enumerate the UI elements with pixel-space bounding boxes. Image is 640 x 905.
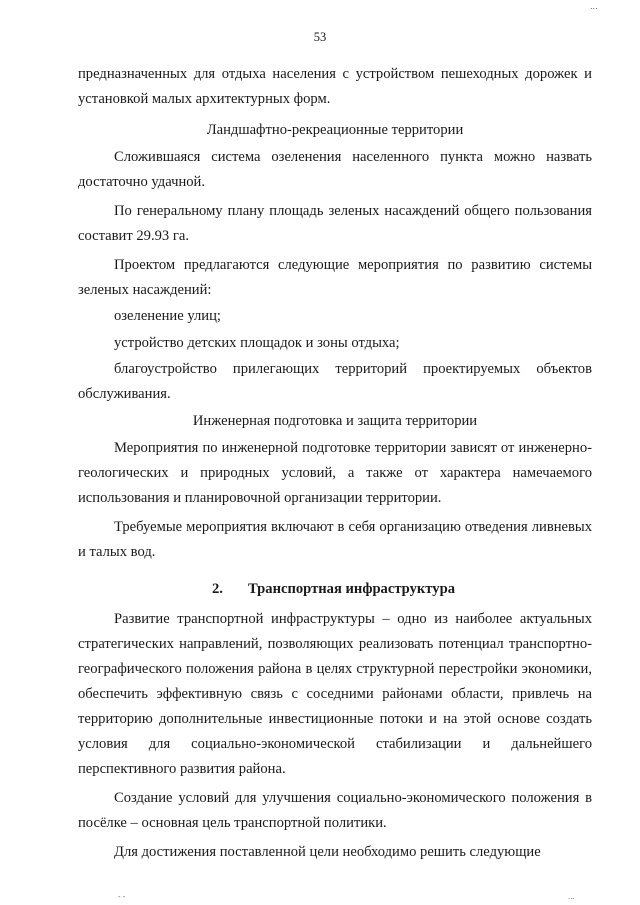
paragraph-tasks-intro: Для достижения поставленной цели необходимо решить следующие: [114, 844, 541, 860]
document-body: [78, 62, 592, 865]
list-item: благоустройство прилегающих территорий проектируемых объектов обслуживания.: [78, 361, 592, 402]
paragraph-transport-development: Развитие транспортной инфраструктуры – одно из наиболее актуальных стратегических направлений, позволяющих реализовать потенциал транспортно-географического положения района в целях структурной перестройки экономики, обеспечить эффективную связь с соседними районами области, привлечь на территорию дополнительные инвестиционные потоки и на этой основе создать условия для социально-экономической стабилизации и дальнейшего перспективного развития района.: [78, 611, 592, 777]
paragraph-drainage: Требуемые мероприятия включают в себя организацию отведения ливневых и талых вод.: [78, 519, 592, 560]
section-number: 2.: [212, 581, 223, 597]
paragraph-landscaping-system: Сложившаяся система озеленения населенного пункта можно назвать достаточно удачной.: [78, 149, 592, 190]
paragraph-engineering-measures: Мероприятия по инженерной подготовке территории зависят от инженерно-геологических и природных условий, а также от характера намечаемого использования и планировочной организации территории.: [78, 440, 592, 506]
scan-mark-top-right: ...: [590, 2, 598, 11]
list-item: озеленение улиц;: [114, 308, 221, 324]
subheading-engineering-preparation: Инженерная подготовка и защита территории: [192, 413, 478, 429]
paragraph-transport-policy-goal: Создание условий для улучшения социально-экономического положения в посёлке – основная цель транспортной политики.: [78, 790, 592, 831]
scan-mark-bottom-right: ...: [568, 893, 575, 901]
paragraph-green-area: По генеральному плану площадь зеленых насаждений общего пользования составит 29.93 га.: [78, 203, 592, 244]
subheading-landscape-recreation: Ландшафтно-рекреационные территории: [206, 122, 464, 138]
section-heading-transport: [78, 575, 592, 603]
page-number: 53: [313, 30, 327, 44]
section-title: Транспортная инфраструктура: [248, 581, 455, 597]
list-item: устройство детских площадок и зоны отдыха;: [114, 335, 400, 351]
scan-mark-bottom-left: - -: [118, 893, 126, 901]
paragraph-intro-continuation: предназначенных для отдыха населения с устройством пешеходных дорожек и установкой малых архитектурных форм.: [78, 66, 592, 107]
paragraph-proposed-measures: Проектом предлагаются следующие мероприятия по развитию системы зеленых насаждений:: [78, 257, 592, 298]
